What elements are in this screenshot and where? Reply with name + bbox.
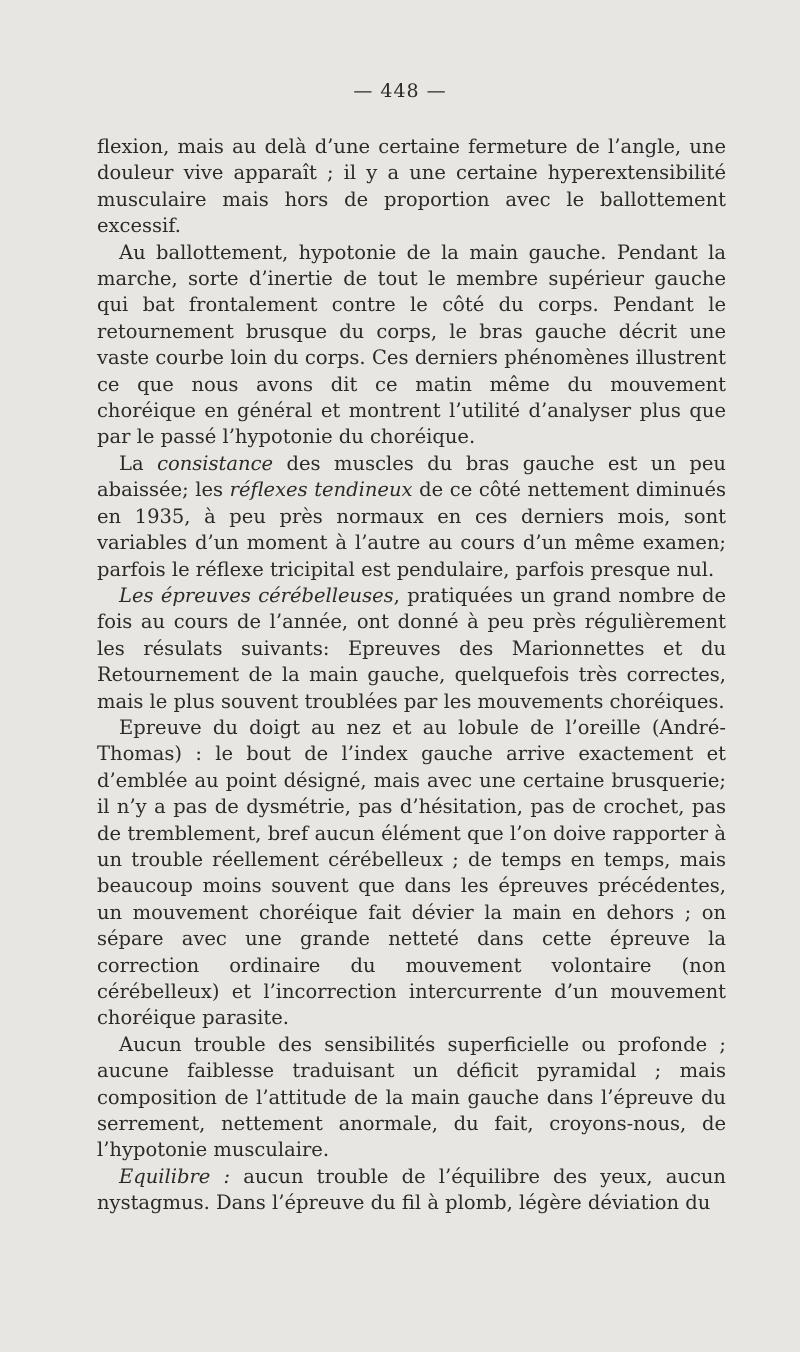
text-run: Epreuve du doigt au nez et au lobule de l’oreille (André-Thomas) : le bout de l’index gauche arrive exactement et d’emblée au point désigné, mais avec une certaine brusquerie; il n’y a pas de dysmétrie, pas d’hésitation, pas de crochet, pas de tremblement, bref aucun élément que l’on doive rapporter à un trouble réellement cérébelleux ; de temps en temps, mais beaucoup moins souvent que dans les épreuves précédentes, un mouvement choréique fait dévier la main en dehors ; on sépare avec une grande netteté dans cette épreuve la correction ordinaire du mouvement volontaire (non cérébelleux) et l’incorrection intercurrente d’un mouvement choréique parasite.: [97, 715, 726, 1030]
text-run: , pratiquées un grand nombre de fois au cours de l’année, ont donné à peu près régulièrement les résulats suivants: Epreuves des Marionnettes et du Retournement de la main gauche, quelquefois très correctes, mais le plus souvent troublées par les mouvements choréiques.: [97, 583, 726, 713]
paragraph: [97, 583, 726, 715]
page-number: — 448 —: [353, 80, 447, 102]
text-run: des muscles du bras gauche est un peu abaissée; les: [97, 451, 726, 502]
body-text: [97, 134, 726, 1217]
paragraph: [97, 451, 726, 583]
paragraph: [97, 240, 726, 451]
paragraph: [97, 1164, 726, 1217]
italic-term: réflexes tendineux: [229, 478, 413, 502]
paragraph: [97, 134, 726, 240]
text-run: aucun trouble de l’équilibre des yeux, aucun nystagmus. Dans l’épreuve du fil à plomb, légère déviation du: [97, 1164, 726, 1215]
italic-term: Les épreuves cérébelleuses: [119, 583, 394, 607]
italic-term: Equilibre :: [119, 1164, 231, 1188]
text-run: Au ballottement, hypotonie de la main gauche. Pendant la marche, sorte d’inertie de tout le membre supérieur gauche qui bat frontalement contre le côté du corps. Pendant le retournement brusque du corps, le bras gauche décrit une vaste courbe loin du corps. Ces derniers phénomènes illustrent ce que nous avons dit ce matin même du mouvement choréique en général et montrent l’utilité d’analyser plus que par le passé l’hypotonie du choréique.: [97, 240, 726, 449]
paragraph: [97, 715, 726, 1032]
text-run: flexion, mais au delà d’une certaine fermeture de l’angle, une douleur vive apparaît ; il y a une certaine hyperextensibilité musculaire mais hors de proportion avec le ballottement excessif.: [97, 135, 726, 238]
paragraph: [97, 1032, 726, 1164]
text-run: Aucun trouble des sensibilités superficielle ou profonde ; aucune faiblesse traduisant un déficit pyramidal ; mais composition de l’attitude de la main gauche dans l’épreuve du serrement, nettement anormale, du fait, croyons-nous, de l’hypotonie musculaire.: [97, 1032, 726, 1162]
italic-term: consistance: [157, 451, 274, 475]
text-run: La: [119, 451, 158, 475]
text-run: de ce côté nettement diminués en 1935, à peu près normaux en ces derniers mois, sont variables d’un moment à l’autre au cours d’un même examen; parfois le réflexe tricipital est pendulaire, parfois presque nul.: [97, 478, 726, 581]
